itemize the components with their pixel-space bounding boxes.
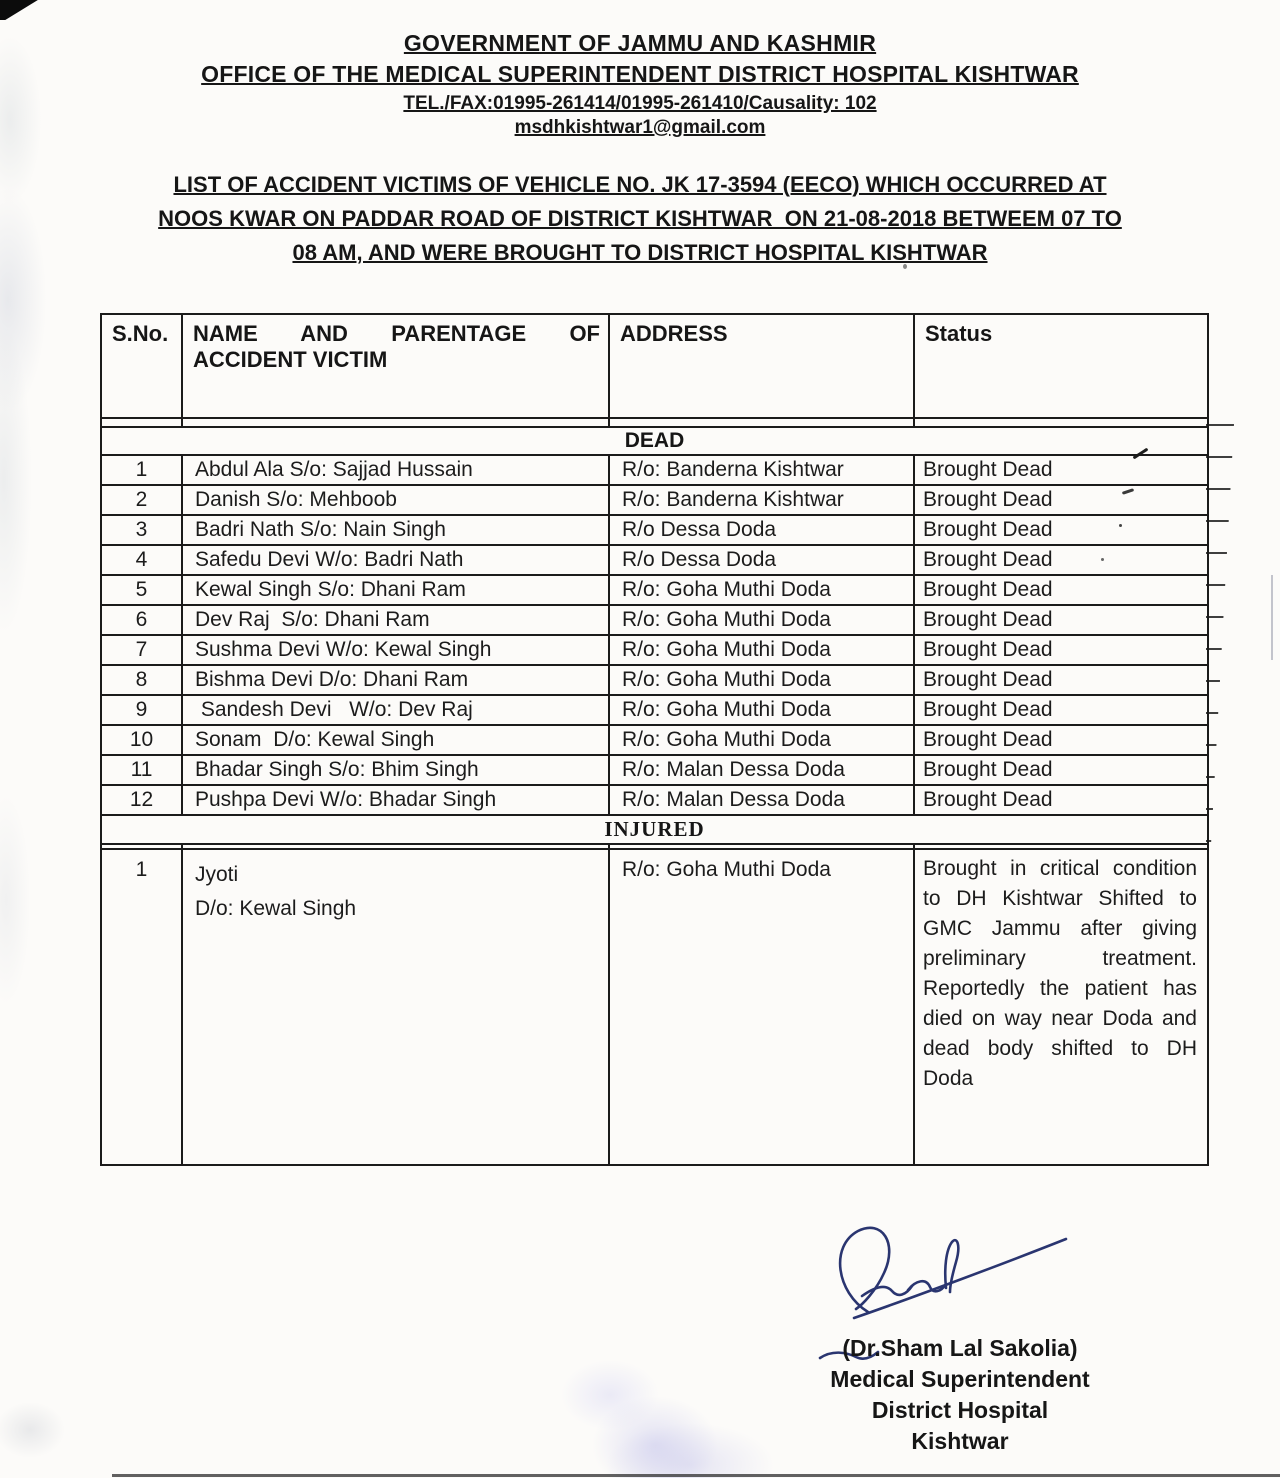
cell-address: R/o: Goha Muthi Doda [609,725,914,755]
section-label-dead: DEAD [101,427,1208,455]
cell-sno: 5 [101,575,182,605]
cell-name: Sushma Devi W/o: Kewal Singh [182,635,609,665]
table-row [101,785,1208,815]
col-header-name-line2: ACCIDENT VICTIM [193,347,388,372]
cell-status: Brought Dead [914,605,1208,635]
cell-sno: 11 [101,755,182,785]
cell-name: Bishma Devi D/o: Dhani Ram [182,665,609,695]
col-header-name-line1: NAME AND PARENTAGE OF [193,321,600,346]
cell-status: Brought Dead [914,665,1208,695]
accident-victims-table [100,313,1209,1166]
title-line-2: NOOS KWAR ON PADDAR ROAD OF DISTRICT KISHTWAR ON 21-08-2018 BETWEEM 07 TO [158,206,1122,231]
scan-corner-mark [0,0,44,20]
cell-address: R/o: Goha Muthi Doda [609,605,914,635]
cell-name: Dev Raj S/o: Dhani Ram [182,605,609,635]
scan-right-streak [1271,575,1273,660]
table-row [101,755,1208,785]
cell-sno: 7 [101,635,182,665]
cell-name: Kewal Singh S/o: Dhani Ram [182,575,609,605]
table-row [101,695,1208,725]
cell-status: Brought Dead [914,485,1208,515]
signatory-name: (Dr.Sham Lal Sakolia) [842,1335,1078,1361]
cell-sno: 8 [101,665,182,695]
cell-name: Pushpa Devi W/o: Bhadar Singh [182,785,609,815]
cell-status: Brought Dead [914,635,1208,665]
cell-address: R/o Dessa Doda [609,515,914,545]
table-row [101,635,1208,665]
cell-address: R/o: Banderna Kishtwar [609,455,914,485]
cell-name: Sandesh Devi W/o: Dev Raj [182,695,609,725]
cell-sno: 12 [101,785,182,815]
title-line-1: LIST OF ACCIDENT VICTIMS OF VEHICLE NO. JK 17-3594 (EECO) WHICH OCCURRED AT [173,172,1107,197]
cell-status: Brought in critical condition to DH Kishtwar Shifted to GMC Jammu after giving preliminary treatment. Reportedly the patient has died on way near Doda and dead body shifted to DH Doda [914,849,1208,1165]
table-row [101,515,1208,545]
cell-name: Abdul Ala S/o: Sajjad Hussain [182,455,609,485]
signatory-role: Medical Superintendent [830,1366,1090,1392]
cell-address: R/o: Malan Dessa Doda [609,755,914,785]
scan-bottom-edge-line [112,1474,1280,1477]
cell-sno: 2 [101,485,182,515]
cell-name [182,849,609,1165]
table-row [101,485,1208,515]
title-line-3: 08 AM, AND WERE BROUGHT TO DISTRICT HOSPITAL KISHTWAR [292,240,988,265]
signatory-place: Kishtwar [911,1428,1009,1454]
cell-sno: 3 [101,515,182,545]
letterhead-phone-line: TEL./FAX:01995-261414/01995-261410/Causality: 102 [403,93,877,114]
cell-address: R/o: Goha Muthi Doda [609,575,914,605]
cell-sno: 1 [101,455,182,485]
cell-status: Brought Dead [914,545,1208,575]
col-header-name [182,314,609,418]
col-header-status: Status [914,314,1208,418]
cell-sno: 6 [101,605,182,635]
section-header-injured [101,815,1208,844]
cell-status: Brought Dead [914,455,1208,485]
cell-status: Brought Dead [914,695,1208,725]
cell-name: Danish S/o: Mehboob [182,485,609,515]
col-header-address: ADDRESS [609,314,914,418]
table-edge-ticks [1206,424,1234,844]
table-row [101,849,1208,1165]
injured-parentage: D/o: Kewal Singh [195,897,357,920]
cell-status: Brought Dead [914,785,1208,815]
cell-name: Safedu Devi W/o: Badri Nath [182,545,609,575]
cell-sno: 9 [101,695,182,725]
scan-double-line-gap [101,418,1208,427]
letterhead-government-line: GOVERNMENT OF JAMMU AND KASHMIR [403,30,877,56]
table-row [101,665,1208,695]
cell-address: R/o Dessa Doda [609,545,914,575]
injured-name: Jyoti [195,863,239,886]
cell-address: R/o: Banderna Kishtwar [609,485,914,515]
section-header-dead [101,427,1208,455]
cell-sno: 4 [101,545,182,575]
table-row [101,605,1208,635]
table-row [101,545,1208,575]
cell-address: R/o: Goha Muthi Doda [609,635,914,665]
cell-sno: 1 [101,849,182,1165]
cell-status: Brought Dead [914,515,1208,545]
cell-status: Brought Dead [914,755,1208,785]
cell-status: Brought Dead [914,575,1208,605]
table-row [101,455,1208,485]
cell-name: Bhadar Singh S/o: Bhim Singh [182,755,609,785]
cell-address: R/o: Goha Muthi Doda [609,849,914,1165]
cell-name: Sonam D/o: Kewal Singh [182,725,609,755]
cell-name: Badri Nath S/o: Nain Singh [182,515,609,545]
signatory-block [770,1333,1150,1457]
document-title [94,168,1186,270]
cell-sno: 10 [101,725,182,755]
section-label-injured: INJURED [101,815,1208,844]
cell-address: R/o: Malan Dessa Doda [609,785,914,815]
signatory-org: District Hospital [871,1397,1049,1423]
cell-status: Brought Dead [914,725,1208,755]
table-header-row [101,314,1208,418]
table-row [101,575,1208,605]
cell-address: R/o: Goha Muthi Doda [609,695,914,725]
letterhead-office-line: OFFICE OF THE MEDICAL SUPERINTENDENT DISTRICT HOSPITAL KISHTWAR [201,61,1079,87]
col-header-sno: S.No. [101,314,182,418]
letterhead-email: msdhkishtwar1@gmail.com [514,117,766,138]
cell-address: R/o: Goha Muthi Doda [609,665,914,695]
table-row [101,725,1208,755]
